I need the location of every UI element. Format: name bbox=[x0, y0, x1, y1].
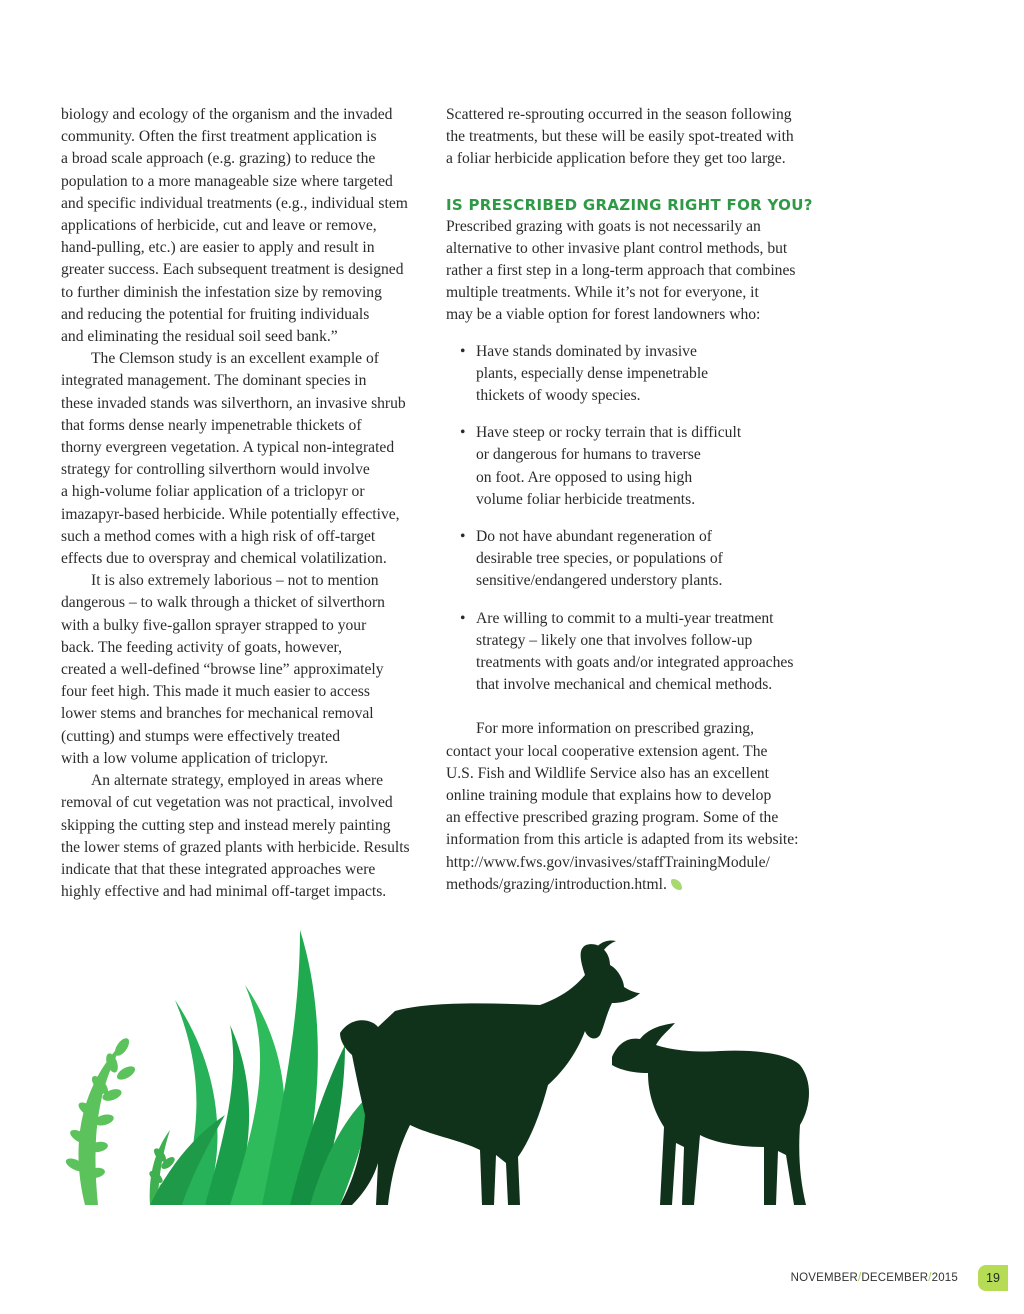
body-line: and specific individual treatments (e.g., individual stem bbox=[61, 194, 408, 212]
body-line: online training module that explains how to develop bbox=[446, 787, 772, 805]
body-line: with a low volume application of triclopyr. bbox=[61, 749, 329, 767]
left-column bbox=[61, 104, 426, 903]
fern-plant-icon bbox=[64, 1036, 137, 1205]
bullet-line: plants, especially dense impenetrable bbox=[476, 364, 709, 382]
goats-and-plants-illustration bbox=[0, 915, 1024, 1215]
body-line: strategy for controlling silverthorn would involve bbox=[61, 461, 370, 479]
body-line: integrated management. The dominant species in bbox=[61, 372, 367, 390]
body-line: the lower stems of grazed plants with herbicide. Results bbox=[61, 838, 410, 856]
body-line: back. The feeding activity of goats, however, bbox=[61, 638, 342, 656]
body-line: Scattered re-sprouting occurred in the season following bbox=[446, 106, 792, 123]
body-line: population to a more manageable size where targeted bbox=[61, 172, 393, 190]
body-line: greater success. Each subsequent treatment is designed bbox=[61, 261, 404, 279]
bullet-icon: • bbox=[460, 609, 466, 627]
body-line: applications of herbicide, cut and leave or remove, bbox=[61, 217, 377, 235]
bullet-line: volume foliar herbicide treatments. bbox=[476, 490, 696, 508]
page-number: 19 bbox=[978, 1265, 1008, 1291]
body-line: highly effective and had minimal off-target impacts. bbox=[61, 883, 387, 901]
body-line: An alternate strategy, employed in areas where bbox=[91, 772, 384, 790]
body-line: It is also extremely laborious – not to mention bbox=[91, 572, 379, 590]
body-line: effects due to overspray and chemical volatilization. bbox=[61, 550, 387, 568]
bullet-line: Have stands dominated by invasive bbox=[476, 342, 697, 360]
bullet-line: that involve mechanical and chemical methods. bbox=[476, 676, 773, 694]
website-url: http://www.fws.gov/invasives/staffTrainingModule/ bbox=[446, 853, 770, 871]
body-line: rather a first step in a long-term approach that combines bbox=[446, 262, 796, 280]
body-line: may be a viable option for forest landowners who: bbox=[446, 306, 761, 324]
body-line: four feet high. This made it much easier to access bbox=[61, 683, 370, 701]
body-line: a broad scale approach (e.g. grazing) to reduce the bbox=[61, 150, 376, 168]
bullet-line: sensitive/endangered understory plants. bbox=[476, 572, 723, 590]
list-item bbox=[446, 608, 818, 697]
body-line: skipping the cutting step and instead merely painting bbox=[61, 816, 391, 834]
url-text: methods/grazing/introduction.html. bbox=[446, 875, 667, 893]
body-line: removal of cut vegetation was not practical, involved bbox=[61, 794, 393, 812]
section-heading: IS PRESCRIBED GRAZING RIGHT FOR YOU? bbox=[446, 195, 813, 214]
body-line: such a method comes with a high risk of off-target bbox=[61, 527, 376, 545]
bullet-line: thickets of woody species. bbox=[476, 387, 641, 405]
body-line: U.S. Fish and Wildlife Service also has an excellent bbox=[446, 764, 770, 782]
bullet-line: Do not have abundant regeneration of bbox=[476, 528, 712, 546]
bullet-icon: • bbox=[460, 528, 466, 546]
body-line: The Clemson study is an excellent example of bbox=[91, 350, 379, 368]
issue-month-end: DECEMBER bbox=[861, 1272, 929, 1284]
list-item bbox=[446, 341, 818, 408]
bullet-icon: • bbox=[460, 342, 466, 360]
body-line: community. Often the first treatment application is bbox=[61, 128, 377, 146]
list-item bbox=[446, 526, 818, 593]
bullet-icon: • bbox=[460, 424, 466, 442]
body-line: (cutting) and stumps were effectively treated bbox=[61, 727, 340, 745]
kid-goat-icon bbox=[612, 1023, 809, 1205]
body-line: with a bulky five-gallon sprayer strapped to your bbox=[61, 616, 367, 634]
body-line: dangerous – to walk through a thicket of silverthorn bbox=[61, 594, 385, 612]
body-line: lower stems and branches for mechanical removal bbox=[61, 705, 374, 723]
body-line: a high-volume foliar application of a triclopyr or bbox=[61, 483, 365, 501]
bullet-line: desirable tree species, or populations of bbox=[476, 550, 723, 568]
bullet-line: strategy – likely one that involves follow-up bbox=[476, 631, 753, 649]
adult-goat-icon bbox=[340, 944, 640, 1205]
section-paragraph bbox=[446, 216, 818, 327]
body-line: indicate that that these integrated approaches were bbox=[61, 860, 376, 878]
body-line: imazapyr-based herbicide. While potentially effective, bbox=[61, 505, 400, 523]
bullet-line: or dangerous for humans to traverse bbox=[476, 446, 701, 464]
body-line: to further diminish the infestation size by removing bbox=[61, 283, 382, 301]
list-item bbox=[446, 422, 818, 511]
body-line: multiple treatments. While it’s not for everyone, it bbox=[446, 284, 759, 302]
body-line: the treatments, but these will be easily spot-treated with bbox=[446, 128, 794, 146]
body-line: an effective prescribed grazing program. Some of the bbox=[446, 809, 779, 827]
body-line: these invaded stands was silverthorn, an invasive shrub bbox=[61, 394, 406, 412]
body-line: a foliar herbicide application before they get too large. bbox=[446, 150, 786, 168]
footer-separator: / bbox=[858, 1272, 862, 1284]
body-line: and reducing the potential for fruiting individuals bbox=[61, 305, 370, 323]
website-url-end bbox=[446, 874, 818, 896]
body-line: information from this article is adapted from its website: bbox=[446, 831, 799, 849]
bullet-line: Have steep or rocky terrain that is difficult bbox=[476, 424, 742, 442]
body-line: For more information on prescribed grazing, bbox=[476, 720, 755, 738]
bullet-line: Are willing to commit to a multi-year treatment bbox=[476, 609, 774, 627]
issue-month-start: NOVEMBER bbox=[790, 1272, 859, 1284]
body-line: alternative to other invasive plant control methods, but bbox=[446, 239, 788, 257]
closing-paragraph bbox=[446, 718, 818, 896]
bullet-line: treatments with goats and/or integrated approaches bbox=[476, 654, 794, 672]
intro-paragraph bbox=[446, 104, 818, 171]
bullet-line: on foot. Are opposed to using high bbox=[476, 468, 693, 486]
grass-clump-icon bbox=[150, 930, 375, 1205]
issue-year: 2015 bbox=[931, 1272, 958, 1284]
footer-separator: / bbox=[928, 1272, 932, 1284]
page-footer bbox=[790, 1264, 1010, 1294]
issue-date bbox=[791, 1272, 958, 1284]
body-line: and eliminating the residual soil seed bank.” bbox=[61, 328, 338, 346]
body-line: hand-pulling, etc.) are easier to apply and result in bbox=[61, 239, 375, 257]
right-column bbox=[446, 104, 818, 896]
bullet-list bbox=[446, 341, 818, 697]
body-line: created a well-defined “browse line” approximately bbox=[61, 661, 384, 679]
end-mark-leaf-icon bbox=[671, 879, 682, 890]
body-line: thorny evergreen vegetation. A typical non-integrated bbox=[61, 439, 395, 457]
body-line: biology and ecology of the organism and the invaded bbox=[61, 106, 393, 123]
body-line: that forms dense nearly impenetrable thickets of bbox=[61, 416, 362, 434]
body-line: Prescribed grazing with goats is not necessarily an bbox=[446, 217, 761, 235]
body-line: contact your local cooperative extension agent. The bbox=[446, 742, 768, 760]
